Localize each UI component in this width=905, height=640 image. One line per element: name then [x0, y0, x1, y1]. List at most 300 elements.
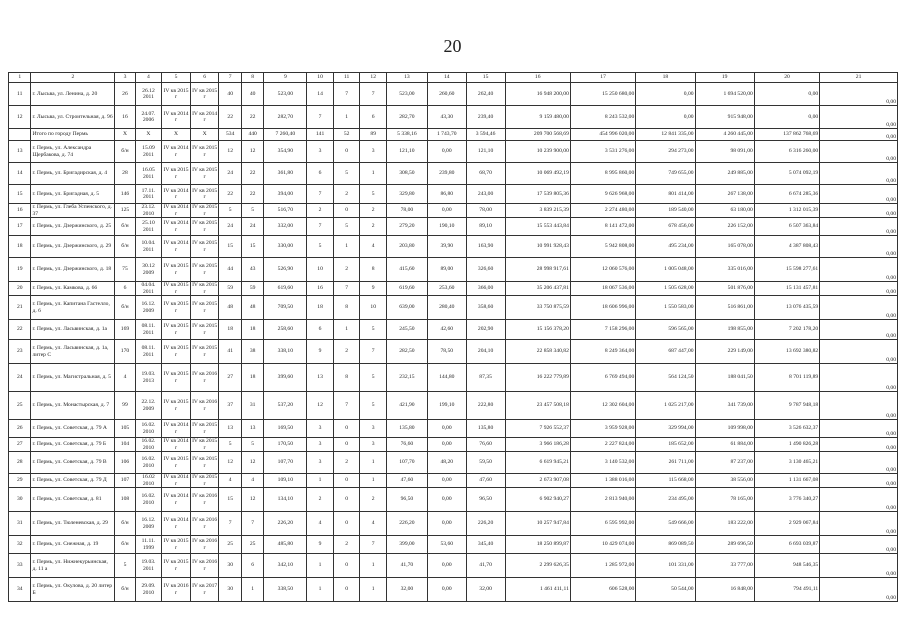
table-cell: 12: [241, 488, 263, 512]
table-cell: 1: [333, 320, 360, 340]
table-cell: 108: [115, 488, 135, 512]
table-cell: 485,80: [264, 536, 307, 554]
table-cell: IV кв 2015 г: [190, 296, 219, 320]
table-cell: 354,90: [264, 141, 307, 163]
table-cell: г. Пермь, ул. Капитана Гастелло, д. 6: [31, 296, 115, 320]
table-cell: 2 929 067,84: [754, 512, 819, 536]
column-number-cell: 10: [307, 73, 334, 83]
table-cell: 18: [307, 296, 334, 320]
table-cell: 4 387 808,43: [754, 236, 819, 258]
table-cell: IV кв 2014 г: [163, 204, 189, 217]
table-cell: 204,10: [466, 340, 505, 364]
table-cell: 135,80: [466, 420, 505, 438]
table-cell: 76,60: [386, 438, 427, 452]
table-cell: 15 131 457,81: [754, 282, 819, 296]
table-cell: 329,80: [386, 185, 427, 204]
column-number-cell: 6: [190, 73, 219, 83]
table-cell: 163,90: [466, 236, 505, 258]
table-cell: 144,80: [427, 364, 466, 392]
table-cell: 0,00: [820, 420, 898, 438]
table-cell: 2 227 824,00: [570, 438, 635, 452]
table-cell: IV кв 2014 г: [162, 218, 191, 236]
table-cell: г. Пермь, ул. Монастырская, д. 7: [31, 392, 115, 420]
table-cell: 0,00: [820, 438, 898, 452]
table-cell: 2: [333, 258, 360, 282]
table-cell: 1 743,70: [427, 129, 466, 141]
table-cell: 229 149,00: [695, 340, 754, 364]
table-cell: 0,00: [820, 474, 898, 488]
table-cell: 549 666,00: [636, 512, 695, 536]
table-cell: б/н: [115, 536, 135, 554]
table-cell: 137 862 768,69: [754, 129, 819, 141]
table-cell: 9: [307, 536, 334, 554]
table-cell: 43: [241, 258, 263, 282]
table-cell: 15: [219, 488, 241, 512]
table-cell: 7 260,40: [264, 129, 307, 141]
table-cell: 0,00: [427, 141, 466, 163]
table-cell: 39,90: [427, 236, 466, 258]
table-cell: 41,70: [386, 554, 427, 578]
table-cell: 59: [219, 282, 241, 296]
table-cell: 121,10: [386, 141, 427, 163]
table-cell: 639,00: [386, 296, 427, 320]
table-cell: 104: [115, 438, 135, 452]
table-cell: 5: [241, 438, 263, 452]
column-number-cell: 4: [135, 73, 162, 83]
table-row: [9, 218, 898, 236]
table-cell: 7: [360, 340, 387, 364]
table-cell: IV кв 2015 г: [162, 163, 191, 185]
table-cell: 1: [307, 554, 334, 578]
table-cell: 10 069 492,19: [505, 163, 570, 185]
table-cell: 15 156 378,20: [505, 320, 570, 340]
column-number-cell: 9: [264, 73, 307, 83]
table-cell: 25: [241, 536, 263, 554]
table-cell: 16 848,00: [695, 578, 754, 602]
table-row: [9, 236, 898, 258]
table-cell: б/н: [115, 512, 135, 536]
table-cell: 22: [219, 185, 241, 204]
table-cell: 15: [241, 236, 263, 258]
table-cell: 3: [307, 141, 334, 163]
table-cell: г. Пермь, ул. Снежная, д. 19: [31, 536, 115, 554]
table-cell: 2: [307, 488, 334, 512]
table-cell: 183 222,00: [695, 512, 754, 536]
table-cell: 6: [307, 163, 334, 185]
table-cell: 15 598 277,61: [754, 258, 819, 282]
table-cell: 0,00: [427, 420, 466, 438]
table-cell: 8: [333, 364, 360, 392]
table-cell: г. Пермь, ул. Советская, д. 79 В: [31, 452, 115, 474]
table-cell: IV кв 2015 г: [162, 536, 191, 554]
table-cell: 1: [307, 578, 334, 602]
table-cell: 1 490 826,28: [754, 438, 819, 452]
table-cell: 7: [307, 185, 334, 204]
table-cell: 19.03. 2013: [135, 364, 162, 392]
table-cell: 22: [241, 185, 263, 204]
table-cell: 3 594,46: [466, 129, 505, 141]
table-cell: 289 696,50: [695, 536, 754, 554]
table-cell: 262,40: [466, 83, 505, 106]
table-cell: IV кв 2015 г: [190, 236, 219, 258]
table-row: [9, 512, 898, 536]
table-cell: 501 876,00: [695, 282, 754, 296]
table-cell: IV кв 2015 г: [192, 474, 218, 487]
table-cell: 25.10 2011: [135, 218, 162, 236]
table-cell: 3: [307, 438, 334, 452]
table-cell: 16 222 779,89: [505, 364, 570, 392]
table-cell: 8 141 472,00: [570, 218, 635, 236]
table-cell: IV кв 2014 г: [162, 488, 191, 512]
table-cell: 8 249 364,00: [570, 340, 635, 364]
table-cell: 16.02. 2010: [135, 452, 162, 474]
table-cell: 48,20: [427, 452, 466, 474]
table-cell: 687 447,00: [636, 340, 695, 364]
table-cell: 0,00: [820, 129, 898, 141]
table-cell: 33 750 875,59: [505, 296, 570, 320]
table-cell: 7 202 178,20: [754, 320, 819, 340]
table-cell: 0,00: [820, 204, 898, 218]
table-cell: 0,00: [820, 185, 898, 204]
table-cell: 89,10: [466, 218, 505, 236]
table-cell: IV кв 2015 г: [192, 282, 218, 295]
page-number: 20: [443, 36, 462, 56]
table-cell: IV кв 2015 г: [162, 452, 191, 474]
table-cell: IV кв 2015 г: [190, 83, 219, 106]
table-cell: 1: [360, 452, 387, 474]
table-cell: 5: [333, 218, 360, 236]
table-cell: 11.11. 1999: [135, 536, 162, 554]
table-cell: 282,50: [386, 340, 427, 364]
table-cell: 30: [219, 578, 241, 602]
table-cell: 30.12 2009: [135, 258, 162, 282]
table-cell: г. Пермь, ул. Советская, д. 79 А: [31, 420, 115, 438]
table-cell: 12: [241, 452, 263, 474]
table-row: [9, 296, 898, 320]
table-cell: 5: [360, 364, 387, 392]
table-cell: 0,00: [427, 204, 466, 218]
table-cell: IV кв 2015 г: [163, 282, 189, 295]
table-row: [9, 163, 898, 185]
table-cell: 38: [241, 340, 263, 364]
table-cell: 33 777,00: [695, 554, 754, 578]
table-cell: 28: [115, 163, 135, 185]
table-cell: 11: [9, 83, 31, 106]
table-cell: 366,00: [466, 282, 505, 296]
table-cell: 1: [360, 474, 387, 488]
table-cell: 107,70: [264, 452, 307, 474]
table-cell: г. Пермь, ул. Советская, д. 79 Д: [31, 474, 115, 488]
table-row: [9, 474, 898, 488]
column-number-cell: 12: [360, 73, 387, 83]
table-cell: 6: [241, 554, 263, 578]
table-cell: 280,40: [427, 296, 466, 320]
table-cell: 14: [307, 83, 334, 106]
table-cell: 109,10: [264, 474, 307, 488]
table-cell: 26: [9, 420, 31, 438]
table-cell: 0,00: [820, 282, 898, 296]
table-row: [9, 438, 898, 452]
table-cell: IV кв 2016 г: [190, 364, 219, 392]
table-cell: г. Пермь, ул. Советская, д. 79 Б: [31, 438, 115, 452]
table-cell: 0,00: [820, 218, 898, 236]
table-cell: 9 159 480,00: [505, 106, 570, 129]
table-row: [9, 578, 898, 602]
table-cell: 16 948 200,00: [505, 83, 570, 106]
table-cell: г. Пермь, ул. Дзержинского, д. 25: [31, 218, 115, 236]
table-cell: 134,10: [264, 488, 307, 512]
table-cell: 13: [219, 420, 241, 438]
table-cell: 5 338,16: [386, 129, 427, 141]
table-cell: б/н: [115, 218, 135, 236]
table-cell: 495 234,00: [636, 236, 695, 258]
table-cell: 23 457 508,18: [505, 392, 570, 420]
table-cell: 5: [360, 185, 387, 204]
column-number-row: [9, 73, 898, 83]
table-cell: IV кв 2016 г: [190, 536, 219, 554]
table-cell: 9: [307, 340, 334, 364]
table-cell: 12: [9, 106, 31, 129]
table-cell: 18: [241, 364, 263, 392]
table-cell: 226,20: [264, 512, 307, 536]
table-cell: 109 998,00: [695, 420, 754, 438]
table-cell: 0,00: [820, 296, 898, 320]
table-cell: IV кв 2015 г: [162, 320, 191, 340]
table-cell: г. Пермь, ул. Магистральная, д. 5: [31, 364, 115, 392]
table-cell: 17: [9, 218, 31, 236]
table-cell: 678 456,00: [636, 218, 695, 236]
table-row: [9, 392, 898, 420]
table-cell: 22: [241, 163, 263, 185]
table-cell: IV кв 2016 г: [190, 554, 219, 578]
table-cell: 107,70: [386, 452, 427, 474]
table-cell: 89: [360, 129, 387, 141]
column-number-cell: 20: [754, 73, 819, 83]
table-cell: 0,00: [754, 106, 819, 129]
table-cell: IV кв 2015 г: [190, 340, 219, 364]
table-cell: 23.12. 2010: [135, 204, 162, 218]
table-cell: 0: [333, 578, 360, 602]
table-cell: 61 884,00: [695, 438, 754, 452]
table-cell: 68,70: [466, 163, 505, 185]
table-row: [9, 185, 898, 204]
table-body: [9, 73, 898, 602]
table-cell: г. Лысьва, ул. Ленина, д. 20: [31, 83, 115, 106]
table-cell: 19: [9, 258, 31, 282]
table-cell: 8 243 532,00: [570, 106, 635, 129]
table-cell: 226 152,00: [695, 218, 754, 236]
table-cell: 13 692 380,82: [754, 340, 819, 364]
table-cell: 596 565,00: [636, 320, 695, 340]
table-cell: 169,50: [264, 420, 307, 438]
table-cell: 23: [9, 340, 31, 364]
table-cell: 121,10: [466, 141, 505, 163]
table-cell: 10 239 900,00: [505, 141, 570, 163]
table-cell: г. Лысьва, ул. Строительная, д. 96: [31, 106, 115, 129]
column-number-cell: 7: [219, 73, 241, 83]
table-cell: 260,60: [427, 83, 466, 106]
table-cell: 135,80: [386, 420, 427, 438]
table-cell: IV кв 2015 г: [192, 204, 218, 217]
table-cell: 9 787 948,18: [754, 392, 819, 420]
table-cell: б/н: [115, 236, 135, 258]
table-cell: 279,20: [386, 218, 427, 236]
table-cell: 26: [115, 83, 135, 106]
table-cell: 232,15: [386, 364, 427, 392]
table-cell: 338,50: [264, 578, 307, 602]
table-cell: IV кв 2015 г: [162, 364, 191, 392]
table-cell: 1 461 411,11: [505, 578, 570, 602]
table-cell: б/н: [115, 296, 135, 320]
table-cell: 239,80: [427, 163, 466, 185]
table-cell: г. Пермь, ул. Бригадная, д. 5: [31, 185, 115, 204]
table-cell: 30: [219, 554, 241, 578]
table-cell: 76,60: [466, 438, 505, 452]
table-cell: 7: [219, 512, 241, 536]
table-cell: Итого по городу Пермь: [31, 129, 115, 141]
table-cell: 0,00: [820, 320, 898, 340]
table-cell: IV кв 2014 г: [162, 236, 191, 258]
column-number-cell: 2: [31, 73, 115, 83]
table-row: [9, 554, 898, 578]
table-row: [9, 141, 898, 163]
table-cell: 253,60: [427, 282, 466, 296]
table-cell: 32: [9, 536, 31, 554]
table-cell: 18 606 996,00: [570, 296, 635, 320]
table-cell: 33: [9, 554, 31, 578]
table-cell: 25: [219, 536, 241, 554]
table-cell: IV кв 2015 г: [190, 218, 219, 236]
table-cell: 249 885,00: [695, 163, 754, 185]
table-cell: 86,80: [427, 185, 466, 204]
table-cell: 41: [219, 340, 241, 364]
table-cell: 5: [360, 392, 387, 420]
table-cell: 0,00: [427, 554, 466, 578]
table-cell: 0,00: [820, 83, 898, 106]
table-cell: IV кв 2016 г: [162, 578, 191, 602]
table-cell: 106: [115, 452, 135, 474]
table-cell: 16.02 2010: [135, 474, 162, 488]
table-cell: 440: [241, 129, 263, 141]
table-cell: б/н: [115, 578, 135, 602]
table-cell: X: [190, 129, 219, 141]
table-cell: 22: [9, 320, 31, 340]
table-row: [9, 204, 898, 218]
table-cell: 3: [360, 420, 387, 438]
table-cell: 35 206 437,81: [505, 282, 570, 296]
table-cell: 239,40: [466, 106, 505, 129]
table-cell: 606 528,00: [570, 578, 635, 602]
table-cell: 5: [219, 204, 241, 218]
table-cell: 6 902 940,27: [505, 488, 570, 512]
table-cell: 146: [115, 185, 135, 204]
table-cell: 0,00: [427, 438, 466, 452]
table-cell: 7: [360, 83, 387, 106]
table-cell: 16.02. 2010: [135, 488, 162, 512]
table-cell: 5 942 808,00: [570, 236, 635, 258]
table-cell: 16.05 2011: [135, 163, 162, 185]
table-cell: 261 711,00: [636, 452, 695, 474]
table-cell: 12: [219, 452, 241, 474]
table-cell: 5: [115, 554, 135, 578]
table-cell: 0,00: [427, 512, 466, 536]
table-cell: 2: [333, 536, 360, 554]
table-cell: [9, 129, 31, 141]
data-table: [8, 72, 898, 602]
table-cell: X: [162, 129, 191, 141]
table-row: [9, 420, 898, 438]
table-cell: 17.11. 2011: [135, 185, 162, 204]
table-cell: 6 769 494,00: [570, 364, 635, 392]
table-cell: г. Пермь, ул. Нижнекурьинская, д. 11 а: [31, 554, 115, 578]
table-cell: 27: [9, 438, 31, 452]
table-cell: 0,00: [427, 488, 466, 512]
table-cell: 794 491,11: [754, 578, 819, 602]
table-cell: IV кв 2015 г: [190, 420, 219, 438]
table-cell: 282,70: [386, 106, 427, 129]
table-cell: 0,00: [820, 452, 898, 474]
table-cell: 28 998 917,61: [505, 258, 570, 282]
table-cell: 141: [307, 129, 334, 141]
table-cell: 107: [115, 474, 135, 488]
table-row: [9, 258, 898, 282]
table-cell: 4: [115, 364, 135, 392]
table-cell: 399,60: [264, 364, 307, 392]
table-cell: 4: [241, 474, 263, 488]
table-row: [9, 83, 898, 106]
table-cell: 308,50: [386, 163, 427, 185]
table-cell: 18: [9, 236, 31, 258]
table-cell: 526,90: [264, 258, 307, 282]
table-row: [9, 106, 898, 129]
table-cell: 04.04. 2011: [135, 282, 162, 296]
table-cell: 534: [219, 129, 241, 141]
table-cell: 10.04. 2011: [135, 236, 162, 258]
table-cell: 22: [241, 106, 263, 129]
table-cell: 3: [307, 452, 334, 474]
table-cell: 523,00: [386, 83, 427, 106]
table-cell: 53,60: [427, 536, 466, 554]
column-number-cell: 14: [427, 73, 466, 83]
table-row: [9, 340, 898, 364]
table-cell: 3: [360, 141, 387, 163]
table-cell: 0,00: [820, 258, 898, 282]
table-cell: 282,70: [264, 106, 307, 129]
table-cell: 42,60: [427, 320, 466, 340]
table-cell: 198 855,00: [695, 320, 754, 340]
table-cell: 165 078,00: [695, 236, 754, 258]
table-cell: 31: [241, 392, 263, 420]
table-cell: 258,60: [264, 320, 307, 340]
table-cell: 2: [360, 218, 387, 236]
table-cell: 44: [219, 258, 241, 282]
table-cell: 6 595 992,00: [570, 512, 635, 536]
table-cell: 34: [9, 578, 31, 602]
table-cell: 399,00: [386, 536, 427, 554]
table-cell: 203,80: [386, 236, 427, 258]
table-cell: 8: [333, 296, 360, 320]
table-cell: 78 165,00: [695, 488, 754, 512]
table-cell: 222,80: [466, 392, 505, 420]
table-cell: 24: [9, 364, 31, 392]
table-cell: IV кв 2015 г: [162, 296, 191, 320]
table-cell: 16: [115, 106, 135, 129]
table-cell: г. Пермь, ул. Дзержинского, д. 18: [31, 258, 115, 282]
table-cell: 40: [241, 83, 263, 106]
table-row: [9, 536, 898, 554]
table-cell: IV кв 2014 г: [162, 106, 191, 129]
table-cell: 0: [333, 141, 360, 163]
